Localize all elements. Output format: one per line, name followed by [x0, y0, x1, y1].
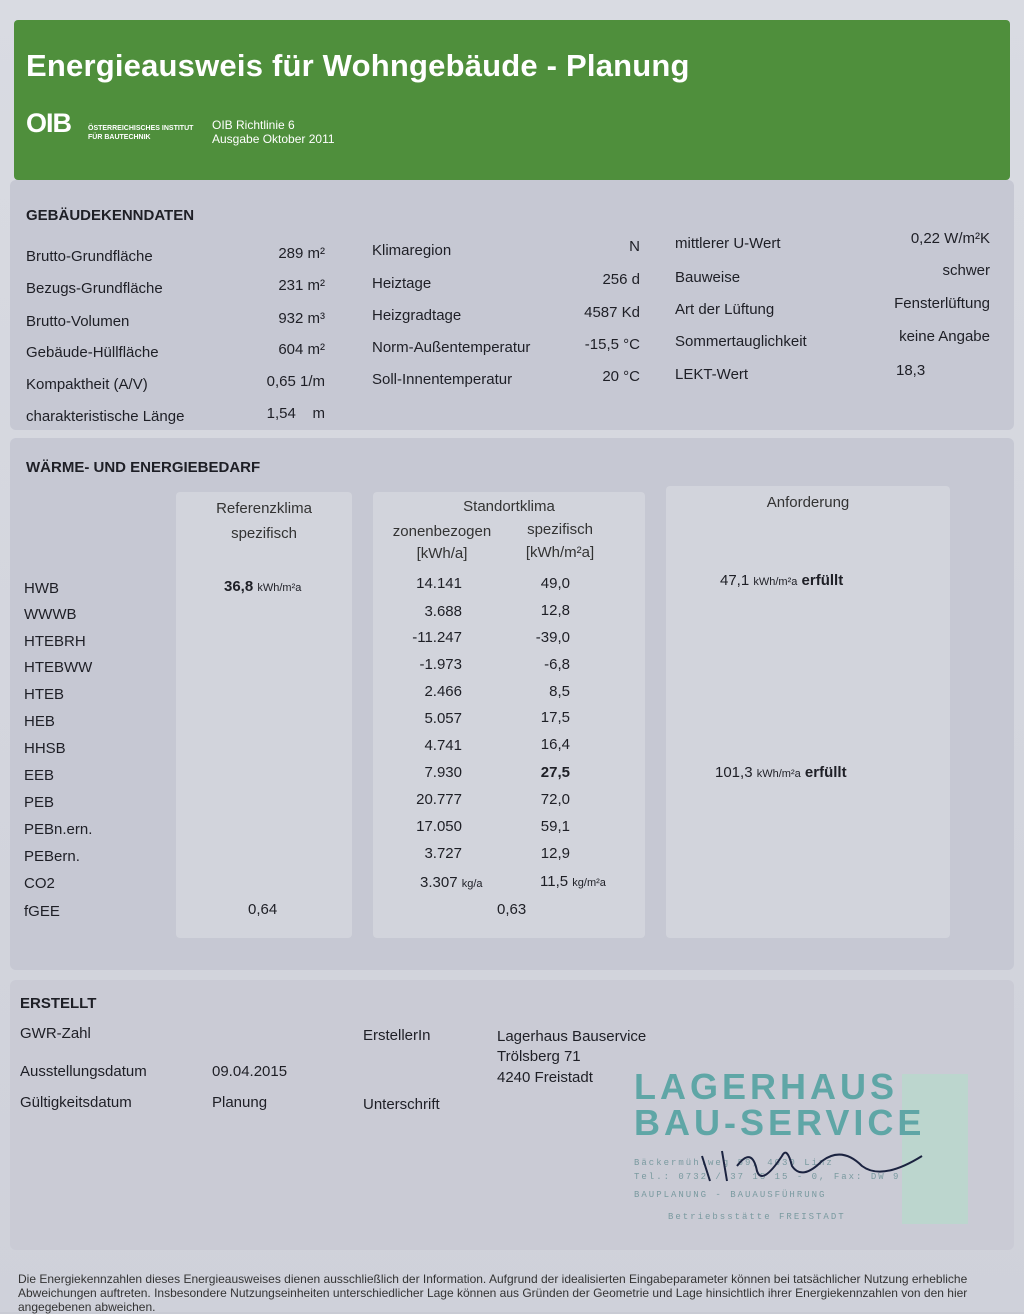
- label-char-laenge: charakteristische Länge: [26, 408, 185, 425]
- value-norm-aussentemp: -15,5 °C: [584, 336, 640, 353]
- stamp-line3: Bäckermühlweg 59, 4030 Linz: [634, 1158, 834, 1168]
- richtlinie-line1: OIB Richtlinie 6: [212, 118, 295, 132]
- section-title-gebaeude: GEBÄUDEKENNDATEN: [26, 207, 195, 224]
- zone-value-htebrh: -11.247: [412, 629, 462, 646]
- value-brutto-grundflaeche: 289 m²: [278, 245, 325, 262]
- anforderung-panel: [666, 486, 950, 938]
- value-u-wert: 0,22 W/m²K: [910, 230, 990, 247]
- value-char-laenge: 1,54 m: [266, 405, 325, 422]
- ref-value-hwb-number: 36,8: [224, 578, 254, 595]
- zone-number-co2: 3.307: [420, 874, 458, 891]
- value-sommertauglichkeit: keine Angabe: [899, 328, 990, 345]
- label-ersteller: ErstellerIn: [363, 1027, 431, 1044]
- row-label-fgee: fGEE: [24, 903, 60, 920]
- row-label-hteb: HTEB: [24, 686, 65, 703]
- spez-value-hteb: 8,5: [549, 683, 570, 700]
- label-norm-aussentemp: Norm-Außentemperatur: [372, 339, 531, 356]
- address-line1: Lagerhaus Bauservice: [497, 1028, 647, 1045]
- status-hwb: erfüllt: [801, 572, 844, 589]
- zone-value-peb-nern: 17.050: [416, 818, 462, 835]
- anf-unit-eeb: kWh/m²a: [756, 768, 801, 780]
- stamp-line2: BAU-SERVICE: [634, 1102, 926, 1143]
- zone-value-peb: 20.777: [416, 791, 462, 808]
- status-eeb: erfüllt: [804, 764, 847, 781]
- page-title: Energieausweis für Wohngebäude - Planung: [26, 48, 690, 83]
- row-label-heb: HEB: [24, 713, 55, 730]
- address-line3: 4240 Freistadt: [497, 1069, 593, 1086]
- stamp-line5: BAUPLANUNG - BAUAUSFÜHRUNG: [634, 1190, 827, 1200]
- row-label-hwb: HWB: [24, 580, 59, 597]
- anf-unit-hwb: kWh/m²a: [753, 576, 798, 588]
- zone-value-hteb: 2.466: [424, 683, 462, 700]
- zone-unit-co2: kg/a: [461, 878, 483, 890]
- richtlinie-info: [212, 118, 335, 146]
- header-ref-spezifisch: spezifisch: [231, 525, 297, 542]
- value-lueftung: Fensterlüftung: [894, 295, 990, 312]
- header-zonenbezogen: zonenbezogen: [392, 523, 492, 540]
- value-ausstellungsdatum: 09.04.2015: [212, 1063, 288, 1080]
- stamp-line4: Tel.: 0732 / 37 15 15 - 0, Fax: DW 9: [634, 1172, 901, 1182]
- row-label-eeb: EEB: [24, 767, 55, 784]
- header-referenzklima: Referenzklima: [216, 500, 312, 517]
- value-lekt-wert: 18,3: [896, 362, 926, 379]
- label-klimaregion: Klimaregion: [372, 242, 452, 259]
- spez-value-hhsb: 16,4: [540, 736, 570, 753]
- label-huellflaeche: Gebäude-Hüllfläche: [26, 344, 159, 361]
- header-std-spezifisch: spezifisch: [527, 521, 593, 538]
- label-lekt-wert: LEKT-Wert: [675, 366, 749, 383]
- zone-value-fgee: 0,63: [497, 901, 527, 918]
- row-label-peb-ern: PEBern.: [24, 848, 80, 865]
- spez-value-hwb: 49,0: [540, 575, 570, 592]
- label-brutto-volumen: Brutto-Volumen: [26, 313, 130, 330]
- label-gwr-zahl: GWR-Zahl: [20, 1025, 91, 1042]
- label-kompaktheit: Kompaktheit (A/V): [26, 376, 148, 393]
- signature-icon: [692, 1126, 932, 1186]
- ref-unit-hwb: kWh/m²a: [257, 582, 302, 594]
- label-sommertauglichkeit: Sommertauglichkeit: [675, 333, 807, 350]
- oib-logo-subtitle: ÖSTERREICHISCHES INSTITUT FÜR BAUTECHNIK: [88, 125, 194, 141]
- row-label-htebww: HTEBWW: [24, 659, 93, 676]
- gebaeudekenndaten-section: [10, 180, 1014, 430]
- spez-value-peb-ern: 12,9: [540, 845, 570, 862]
- anf-number-hwb: 47,1: [720, 572, 750, 589]
- label-brutto-grundflaeche: Brutto-Grundfläche: [26, 248, 153, 265]
- value-heiztage: 256 d: [602, 271, 640, 288]
- label-bauweise: Bauweise: [675, 269, 741, 286]
- zone-value-co2: [420, 874, 483, 891]
- header-banner: [14, 20, 1010, 180]
- label-gueltigkeitsdatum: Gültigkeitsdatum: [20, 1094, 132, 1111]
- label-heiztage: Heiztage: [372, 275, 432, 292]
- label-u-wert: mittlerer U-Wert: [675, 235, 781, 252]
- spez-value-co2: [540, 873, 606, 890]
- footer-disclaimer: Die Energiekennzahlen dieses Energieausweises dienen ausschließlich der Information. Aufgrund der idealisierten Eingabeparameter können bei tatsächlicher Nutzung erhebliche Abweichungen auftreten. Insbesondere Nutzungseinheiten unterschiedlicher Lage können aus Gründen der Geometrie und Lage hinsichtlich ihrer Energiekennzahlen von den hier angegebenen abweichen.: [18, 1272, 968, 1314]
- value-gueltigkeitsdatum: Planung: [212, 1094, 268, 1111]
- anf-value-hwb: [720, 572, 843, 589]
- value-kompaktheit: 0,65 1/m: [266, 373, 325, 390]
- waerme-energie-section: [10, 438, 1014, 970]
- header-standortklima: Standortklima: [463, 498, 555, 515]
- anf-value-eeb: [715, 764, 847, 781]
- zone-value-eeb: 7.930: [424, 764, 462, 781]
- label-heizgradtage: Heizgradtage: [372, 307, 462, 324]
- label-ausstellungsdatum: Ausstellungsdatum: [20, 1063, 147, 1080]
- row-label-co2: CO2: [24, 875, 55, 892]
- zone-value-wwwb: 3.688: [424, 603, 462, 620]
- zone-value-hwb: 14.141: [416, 575, 462, 592]
- zone-value-heb: 5.057: [424, 710, 462, 727]
- referenzklima-panel: [176, 492, 352, 938]
- value-huellflaeche: 604 m²: [278, 341, 325, 358]
- spez-value-htebrh: -39,0: [535, 629, 570, 646]
- zone-value-hhsb: 4.741: [424, 737, 462, 754]
- spez-value-wwwb: 12,8: [540, 602, 570, 619]
- header-anforderung: Anforderung: [766, 494, 850, 511]
- zone-value-peb-ern: 3.727: [424, 845, 462, 862]
- row-label-wwwb: WWWB: [24, 606, 77, 623]
- row-label-hhsb: HHSB: [24, 740, 66, 757]
- stamp-line1: LAGERHAUS: [634, 1066, 899, 1107]
- header-unit-kwha: [kWh/a]: [416, 545, 468, 562]
- stamp-line6: Betriebsstätte FREISTADT: [668, 1212, 846, 1222]
- label-unterschrift: Unterschrift: [363, 1096, 440, 1113]
- row-label-peb: PEB: [24, 794, 55, 811]
- anf-number-eeb: 101,3: [715, 764, 753, 781]
- ref-value-hwb: [224, 578, 301, 595]
- ref-value-fgee: 0,64: [248, 901, 278, 918]
- spez-number-co2: 11,5: [540, 873, 569, 890]
- section-title-erstellt: ERSTELLT: [20, 995, 97, 1012]
- spez-value-peb-nern: 59,1: [540, 818, 570, 835]
- header-unit-kwhm2a: [kWh/m²a]: [525, 544, 595, 561]
- spez-value-heb: 17,5: [540, 709, 570, 726]
- address-line2: Trölsberg 71: [497, 1048, 581, 1065]
- value-soll-innentemp: 20 °C: [602, 368, 640, 385]
- spez-unit-co2: kg/m²a: [572, 877, 606, 889]
- row-label-htebrh: HTEBRH: [24, 633, 86, 650]
- row-label-peb-nern: PEBn.ern.: [24, 821, 93, 838]
- value-bezugs-grundflaeche: 231 m²: [278, 277, 325, 294]
- label-bezugs-grundflaeche: Bezugs-Grundfläche: [26, 280, 163, 297]
- spez-value-eeb: 27,5: [540, 764, 570, 781]
- spez-value-peb: 72,0: [540, 791, 570, 808]
- value-bauweise: schwer: [942, 262, 990, 279]
- zone-value-htebww: -1.973: [419, 656, 462, 673]
- company-stamp: [632, 1066, 972, 1232]
- oib-logo: OIB: [26, 108, 72, 138]
- label-soll-innentemp: Soll-Innentemperatur: [372, 371, 513, 388]
- value-heizgradtage: 4587 Kd: [584, 304, 640, 321]
- label-lueftung: Art der Lüftung: [675, 301, 775, 318]
- value-brutto-volumen: 932 m³: [278, 310, 325, 327]
- spez-value-htebww: -6,8: [544, 656, 570, 673]
- richtlinie-line2: Ausgabe Oktober 2011: [212, 132, 335, 146]
- section-title-waerme: WÄRME- UND ENERGIEBEDARF: [26, 459, 261, 476]
- value-klimaregion: N: [629, 238, 640, 255]
